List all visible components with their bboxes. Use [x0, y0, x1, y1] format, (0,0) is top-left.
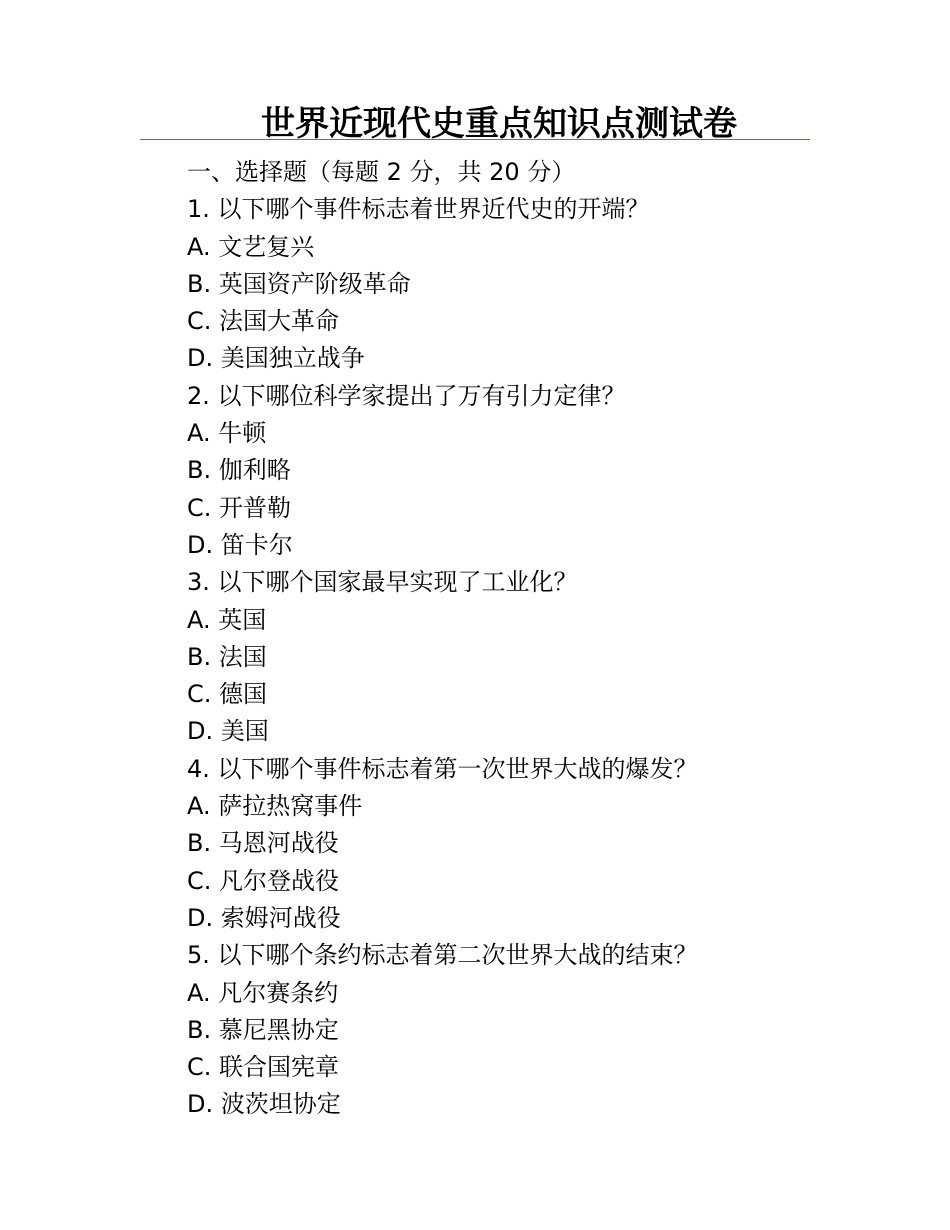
title-underline: [140, 139, 810, 140]
answer-option: B. 慕尼黑协定: [187, 1015, 339, 1044]
answer-option: D. 美国独立战争: [187, 344, 365, 373]
answer-option: A. 文艺复兴: [187, 232, 315, 261]
document-title: 世界近现代史重点知识点测试卷: [261, 104, 737, 144]
answer-option: D. 索姆河战役: [187, 903, 341, 932]
answer-option: C. 联合国宪章: [187, 1053, 340, 1082]
answer-option: B. 英国资产阶级革命: [187, 269, 411, 298]
answer-option: D. 波茨坦协定: [187, 1090, 341, 1119]
question-stem: 3. 以下哪个国家最早实现了工业化？: [187, 568, 578, 597]
answer-option: B. 法国: [187, 642, 267, 671]
answer-option: A. 萨拉热窝事件: [187, 792, 363, 821]
answer-option: C. 法国大革命: [187, 307, 340, 336]
answer-option: C. 凡尔登战役: [187, 866, 340, 895]
answer-option: A. 牛顿: [187, 419, 267, 448]
answer-option: B. 马恩河战役: [187, 829, 339, 858]
section-heading: 一、选择题（每题 2 分，共 20 分）: [187, 158, 576, 186]
question-section: [187, 154, 827, 1124]
question-stem: 5. 以下哪个条约标志着第二次世界大战的结束？: [187, 941, 698, 970]
question-stem: 4. 以下哪个事件标志着第一次世界大战的爆发？: [187, 754, 698, 783]
question-stem: 1. 以下哪个事件标志着世界近代史的开端？: [187, 195, 650, 224]
answer-option: C. 开普勒: [187, 493, 292, 522]
answer-option: A. 英国: [187, 605, 267, 634]
answer-option: B. 伽利略: [187, 456, 291, 485]
question-stem: 2. 以下哪位科学家提出了万有引力定律？: [187, 381, 626, 410]
answer-option: D. 笛卡尔: [187, 530, 293, 559]
answer-option: A. 凡尔赛条约: [187, 978, 339, 1007]
answer-option: C. 德国: [187, 680, 268, 709]
answer-option: D. 美国: [187, 717, 269, 746]
